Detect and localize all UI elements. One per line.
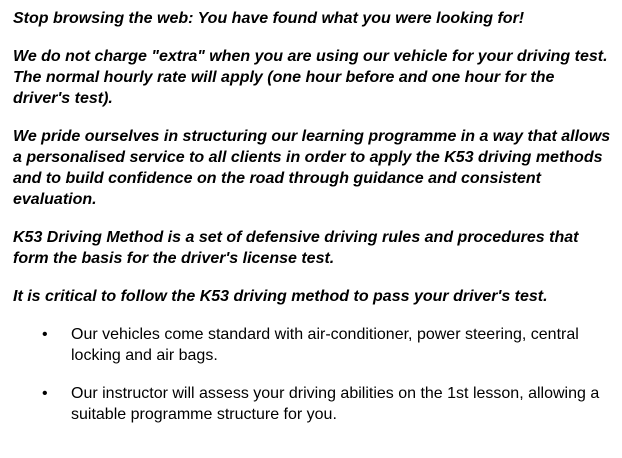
document-body (13, 8, 613, 442)
pricing-paragraph: We do not charge "extra" when you are using our vehicle for your driving test. The normal hourly rate will apply (one hour before and one hour for the driver's test). (13, 48, 608, 107)
k53-definition-paragraph: K53 Driving Method is a set of defensive driving rules and procedures that form the basis for the driver's license test. (13, 229, 579, 267)
list-item-text: Our vehicles come standard with air-conditioner, power steering, central locking and air bags. (71, 326, 579, 364)
bullet-icon: • (42, 385, 48, 402)
bullet-icon: • (42, 326, 48, 343)
list-item (13, 324, 613, 366)
programme-paragraph: We pride ourselves in structuring our learning programme in a way that allows a personalised service to all clients in order to apply the K53 driving methods and to build confidence on the road through guidance and consistent evaluation. (13, 128, 611, 208)
list-item (13, 383, 613, 425)
intro-headline: Stop browsing the web: You have found what you were looking for! (13, 10, 525, 27)
list-item-text: Our instructor will assess your driving abilities on the 1st lesson, allowing a suitable programme structure for you. (71, 385, 600, 423)
features-list (13, 324, 613, 425)
k53-importance-paragraph: It is critical to follow the K53 driving method to pass your driver's test. (13, 288, 548, 305)
